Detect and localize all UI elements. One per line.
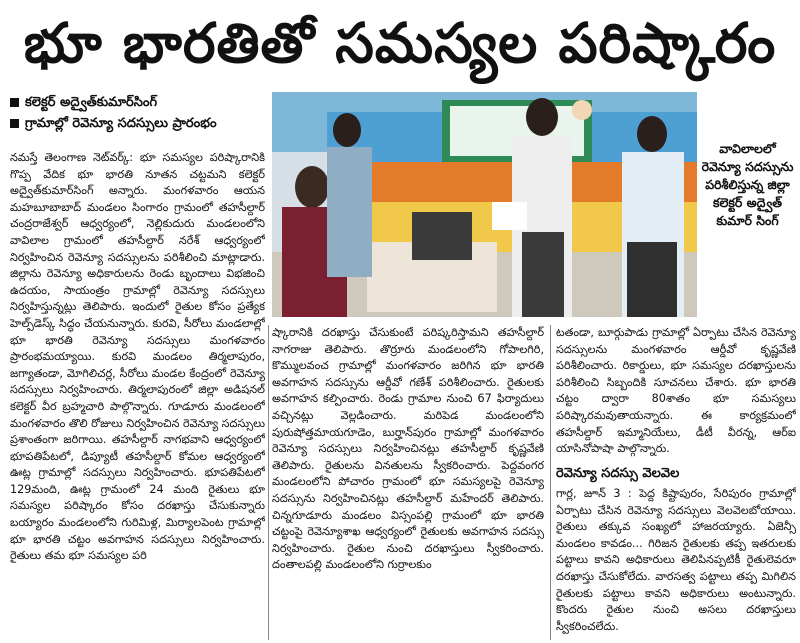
column-3-subhead: రెవెన్యూ సదస్సు వెలవెల <box>556 466 680 481</box>
column-3b-text: గార్ల, జూన్ 3 : పెద్ద కిష్టాపురం, సేరిపురం గ్రామాల్లో ఏర్పాటు చేసిన రెవెన్యూ సదస్సులు వెలవెలబోయాయి. రైతులు తక్కువ సంఖ్యలో హాజరయ్యారు. ఏజెన్సీ మండలం కావడం... గిరిజన రైతులకు తప్ప ఇతరులకు పట్టాలు కావని అధికారులు తెలిపినప్పటికీ రైతులెవరూ దరఖాస్తు చేసుకోలేదు. వారసత్వ పట్టాలు తప్ప మిగిలిన రైతులకు పట్టాలు కావని అధికారులు అంటున్నారు. కొందరు రైతుల నుంచి అసలు దరఖాస్తులు స్వీకరించలేదు. <box>556 487 796 633</box>
subhead-2 <box>10 115 265 133</box>
bullet-square-icon <box>10 98 19 107</box>
photo-caption: వావిలాలలో రెవెన్యూ సదస్సును పరిశీలిస్తున్న జిల్లా కలెక్టర్ అద్వైత్ కుమార్ సింగ్ <box>701 141 794 228</box>
article-column-3 <box>556 325 796 463</box>
column-3-text: టతండా, బూర్గుపాడు గ్రామాల్లో ఏర్పాటు చేసిన రెవెన్యూ సదస్సులను మంగళవారం ఆర్డీవో కృష్ణవేణి పరిశీలించారు. రికార్డులు, భూ సమస్యల దరఖాస్తులను పరిశీలించి సిబ్బందికి సూచనలు చేశారు. భూ భారతి చట్టం ద్వారా 80శాతం భూ సమస్యలు పరిష్కారమవుతాయన్నారు. ఈ కార్యక్రమంలో తహసీల్దార్ ఇమ్మానియేలు, డీటీ వీరన్న, ఆర్‌ఐ యాసినోపాషా పాల్గొన్నారు. <box>556 326 796 456</box>
column-1-text: నమస్తే తెలంగాణ నెట్‌వర్క్: భూ సమస్యల పరిష్కారానికి గొప్ప వేదిక భూ భారతి నూతన చట్టమని కలెక్టర్ అద్వైత్‌కుమార్‌సింగ్ అన్నారు. మంగళవారం ఆయన మహబూబాబాద్ మండలం సింగారం గ్రామంలో తహసీల్దార్ చంద్రరాజేశ్వర్ ఆధ్వర్యంలో, నెల్లికుదురు మండలంలోని వావిలాల గ్రామంలో తహసీల్దార్ నరేశ్ ఆధ్వర్యంలో నిర్వహించిన రెవెన్యూ సదస్సులను పరిశీలించి మాట్లాడారు. జిల్లాను రెవెన్యూ అధికారులను రెండు బృందాలు విభజించి ఉదయం, సాయంత్రం గ్రామాల్లో రెవెన్యూ సదస్సులు నిర్వహిస్తున్నట్లు తెలిపారు. ఇందులో రైతుల కోసం ప్రత్యేక హెల్ప్‌డెస్క్ సిద్ధం చేయనున్నారు. కురవి, సీరోలు మండలాల్లో భూ భారతి రెవెన్యూ సదస్సులు మంగళవారం ప్రారంభమయ్యాయి. కురవి మండలం తిర్మలాపురం, జగ్యాతండా, మోగిలిచర్ల, సీరోలు మండల కేంద్రంలో రెవెన్యూ సదస్సులు నిర్వహించారు. తిర్మలాపురంలో జిల్లా అడిషనల్ కలెక్టర్ వీర బ్రహ్మచారి పాల్గొన్నారు. గూడూరు మండలంలో మంగళవారం తొలి రోజులు నిర్వహించిన రెవెన్యూ సదస్సులు ప్రశాంతంగా జరిగాయి. తహసీల్దార్ నాగభవాని ఆధ్వర్యంలో భూపతిపేటలో, డిప్యూటీ తహసీల్దార్ కోమల ఆధ్వర్యంలో ఊట్ల గ్రామాల్లో సదస్సులు నిర్వహించారు. భూపతిపేటలో 129మంది, ఊట్ల గ్రామంలో 24 మంది రైతులు భూ సమస్యల పరిష్కారం కోసం దరఖాస్తు చేసుకున్నారు బయ్యారం మండలంలోని గురిమిళ్ల, మిర్యాలపెంట గ్రామాల్లో భూ భారతి చట్టం అవగాహన సదస్సులు నిర్వహించారు. రైతులు తమ భూ సమస్యల పరి <box>10 151 265 563</box>
subhead-1 <box>10 94 265 112</box>
bullet-square-icon <box>10 119 19 128</box>
article-column-2 <box>272 325 544 640</box>
article-column-3b <box>556 486 796 640</box>
subhead-2-text: గ్రామాల్లో రెవెన్యూ సదస్సులు ప్రారంభం <box>25 116 217 131</box>
column-divider <box>268 325 269 640</box>
photo-illustration <box>272 92 697 317</box>
news-photo <box>272 92 697 317</box>
column-2-text: ష్కారానికి దరఖాస్తు చేసుకుంటే పరిష్కరిస్తామని తహసీల్దార్ నాగరాజు తెలిపారు. తొర్రూరు మండలంలోని గోపాలగిరి, కొమ్ములవంచ గ్రామాల్లో మంగళవారం జరిగిన భూ భారతి అవగాహన సదస్సును ఆర్డీవో గణేశ్ పరిశీలించారు. రైతులకు అవగాహన కల్పించారు. రెండు గ్రామాల నుంచి 67 ఫిర్యాదులు వచ్చినట్లు వెల్లడించారు. మరిపెడ మండలంలోని పురుషోత్తమాయగూడెం, బుర్హాన్‌పురం గ్రామాల్లో మంగళవారం రెవెన్యూ సదస్సులు నిర్వహించినట్లు తహసీల్దార్ కృష్ణవేణి తెలిపారు. రైతులను వినతులను స్వీకరించారు. పెద్దవంగర మండలంలోని పోచారం గ్రామంలో భూ సమస్యలపై రెవెన్యూ సదస్సును నిర్వహించినట్లు తహసీల్దార్ మహేందర్ తెలిపారు. చిన్నగూడూరు మండలం విస్సంపల్లి గ్రామంలో భూ భారతి చట్టంపై రెవెన్యూశాఖ ఆధ్వర్యంలో రైతులకు అవగాహన సదస్సు నిర్వహించారు. రైతుల నుంచి దరఖాస్తులు స్వీకరించారు. దంతాలపల్లి మండలంలోని గుర్రాలకుం <box>272 326 544 572</box>
subhead-1-text: కలెక్టర్ అద్వైత్‌కుమార్‌సింగ్ <box>25 95 158 110</box>
headline: భూ భారతితో సమస్యల పరిష్కారం <box>23 11 777 75</box>
column-divider <box>550 325 551 640</box>
article-column-1 <box>10 150 265 640</box>
